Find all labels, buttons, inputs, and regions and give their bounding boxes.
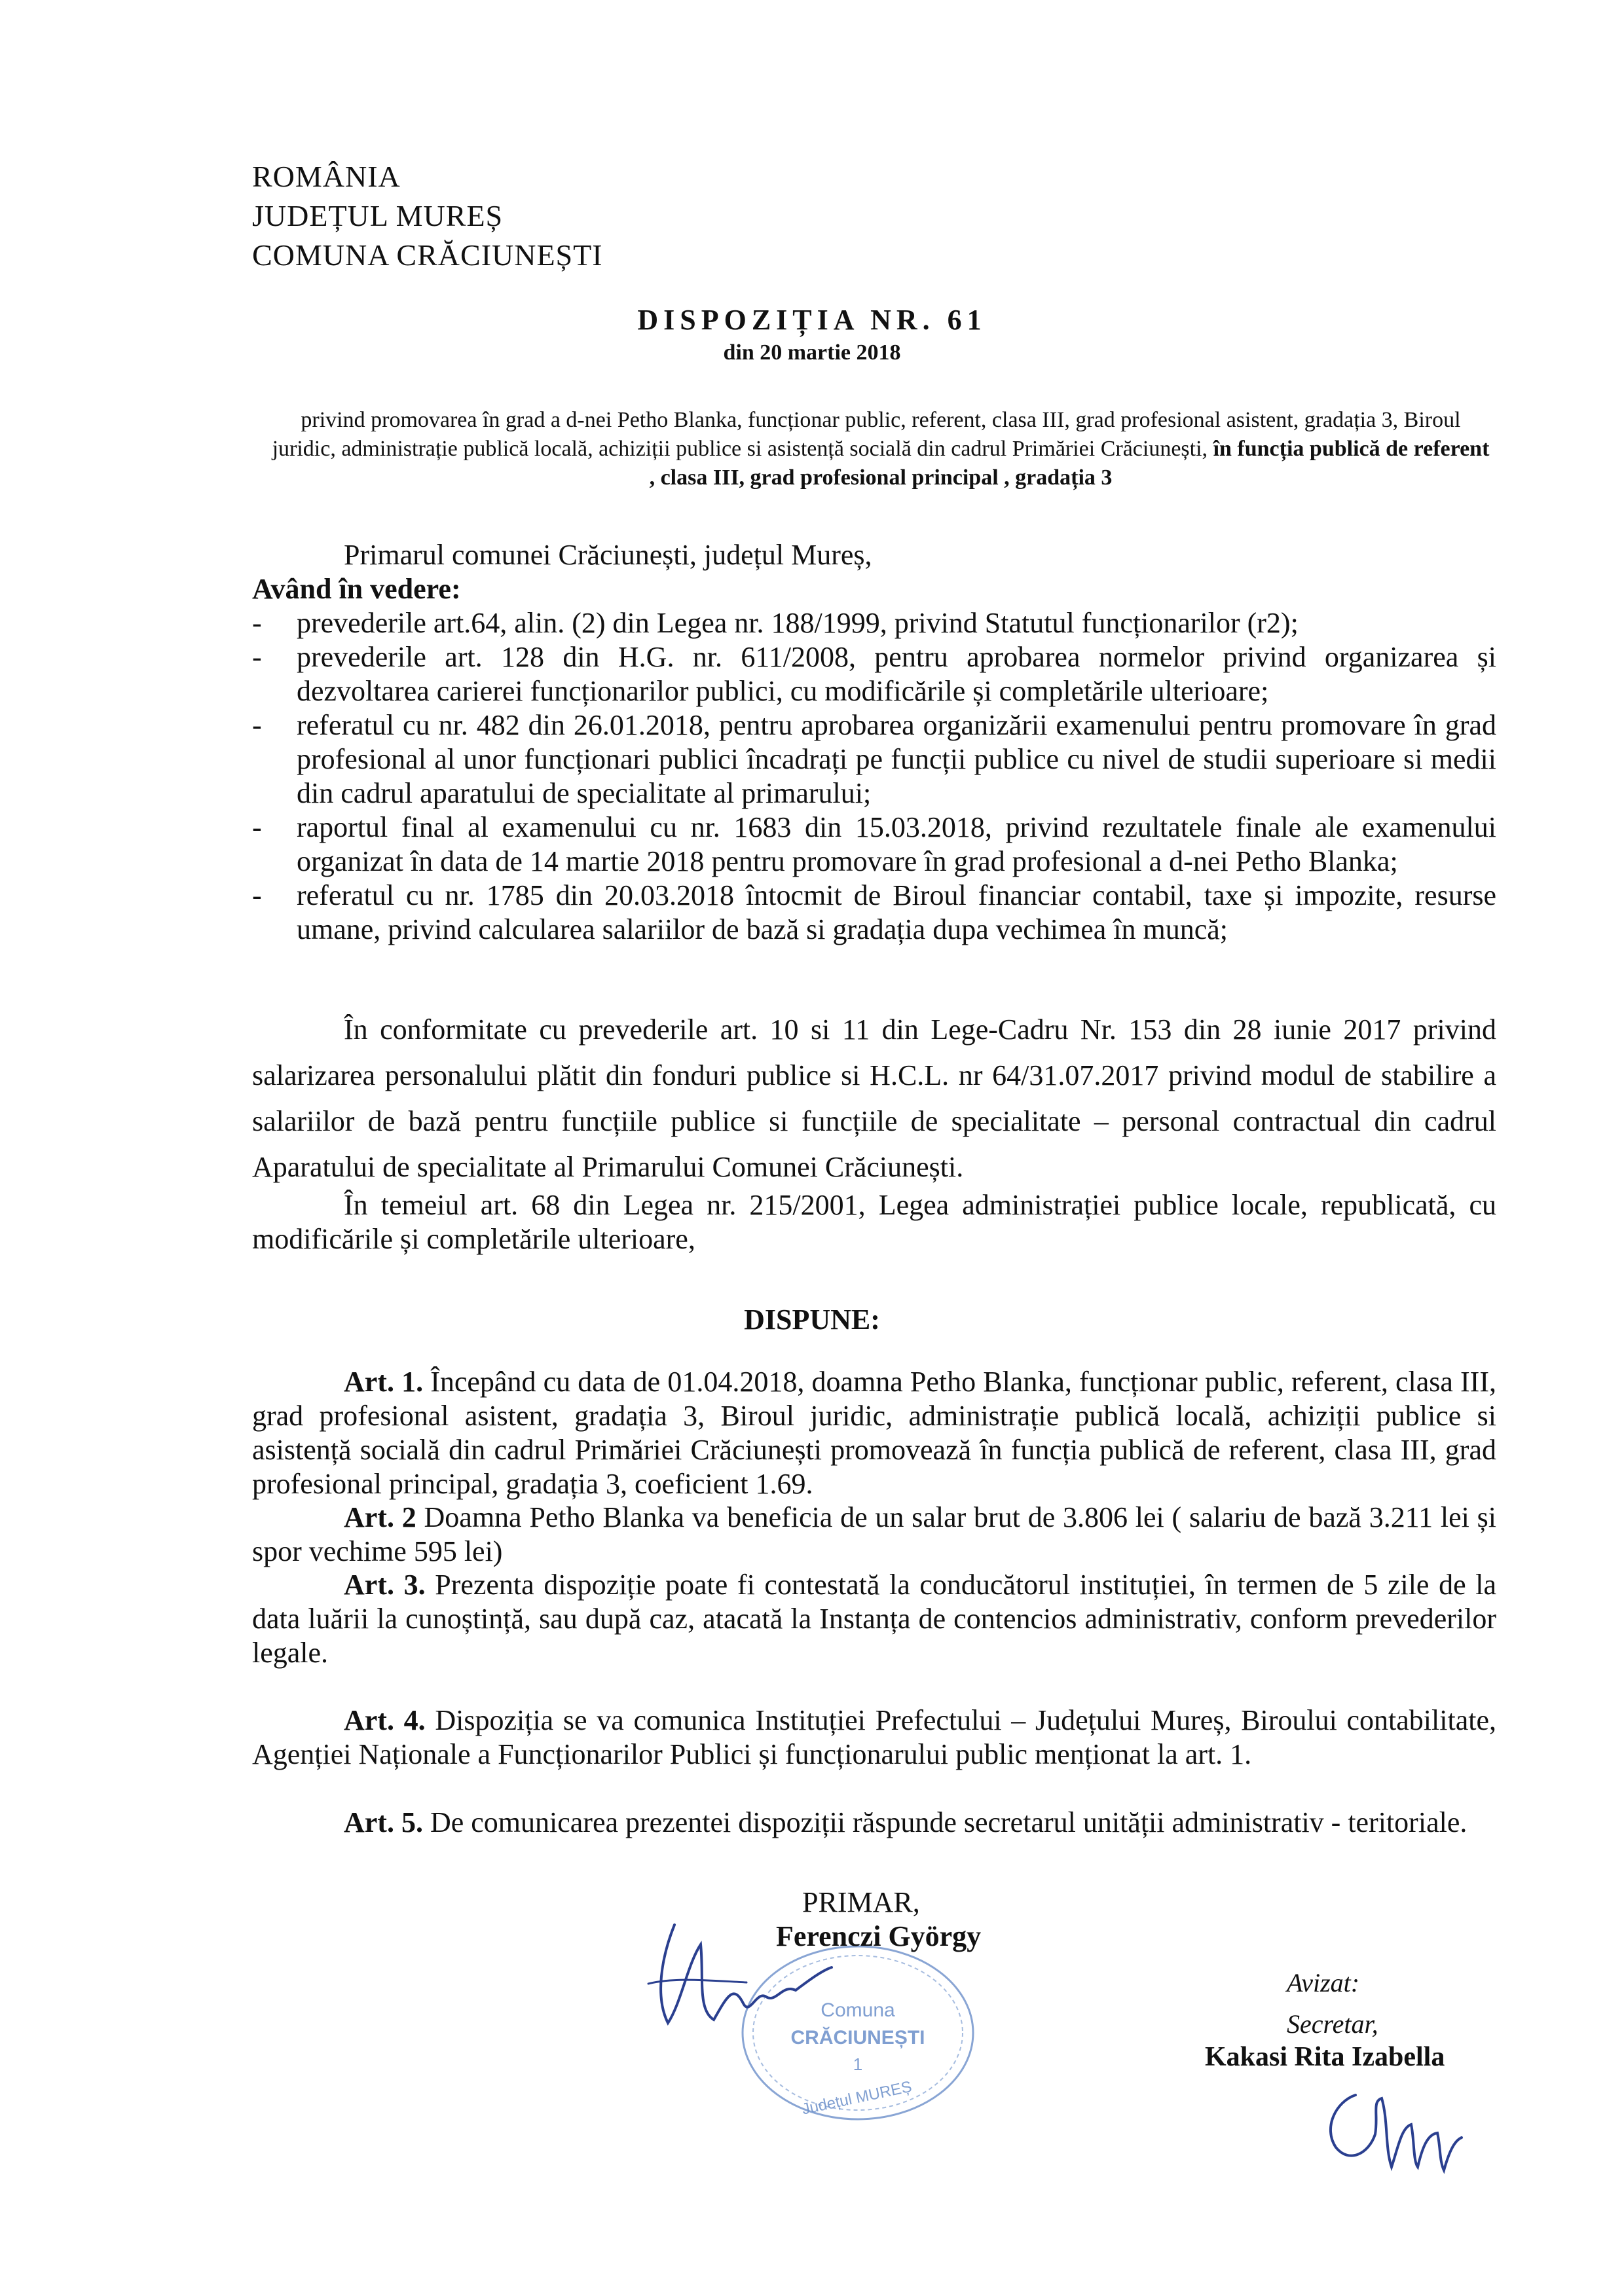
article-4 xyxy=(252,1704,1496,1772)
institution-header xyxy=(252,157,603,275)
header-country: ROMÂNIA xyxy=(252,160,401,193)
article-label: Art. 5. xyxy=(344,1806,423,1838)
article-text: Dispoziția se va comunica Instituției Prefectului – Județului Mureș, Biroului contabilitate, Agenției Naționale a Funcționarilor Publici și funcționarului public menționat la art. 1. xyxy=(252,1704,1496,1770)
list-dash: - xyxy=(252,641,262,673)
consideration-text: prevederile art. 128 din H.G. nr. 611/2008, pentru aprobarea normelor privind organizarea și dezvoltarea carierei funcționarilor publici, cu modificările și completările ulterioare; xyxy=(297,641,1496,707)
list-dash: - xyxy=(252,811,262,843)
article-label: Art. 1. xyxy=(344,1366,424,1398)
list-dash: - xyxy=(252,709,262,741)
article-text: Doamna Petho Blanka va beneficia de un salar brut de 3.806 lei ( salariu de bază 3.211 lei și spor vechime 595 lei) xyxy=(252,1501,1496,1567)
document-subject xyxy=(268,406,1493,492)
considerations-list xyxy=(252,606,1496,947)
article-1 xyxy=(252,1365,1496,1501)
consideration-item xyxy=(252,879,1496,947)
article-3 xyxy=(252,1568,1496,1670)
article-label: Art. 2 xyxy=(344,1501,416,1533)
consideration-text: referatul cu nr. 1785 din 20.03.2018 întocmit de Biroul financiar contabil, taxe și impozite, resurse umane, privind calcularea salariilor de bază si gradația dupa vechimea în muncă; xyxy=(297,879,1496,945)
endorsed-label: Avizat: xyxy=(1287,1968,1360,1997)
article-text: Prezenta dispoziție poate fi contestată la conducătorul instituției, în termen de 5 zile de la data luării la cunoștință, sau după caz, atacată la Instanța de contencios administrativ, conform prevederilor legale. xyxy=(252,1569,1496,1669)
legal-basis-paragraph: În temeiul art. 68 din Legea nr. 215/2001, Legea administrației publice locale, republicată, cu modificările și completările ulterioare, xyxy=(252,1189,1496,1255)
consideration-item xyxy=(252,811,1496,879)
conformity-paragraph: În conformitate cu prevederile art. 10 si 11 din Lege-Cadru Nr. 153 din 28 iunie 2017 privind salarizarea personalului plătit din fonduri publice si H.C.L. nr 64/31.07.2017 privind modul de stabilire a salariilor de bază pentru funcțiile publice si funcțiile de specialitate – personal contractual din cadrul Aparatului de specialitate al Primarului Comunei Crăciunești. xyxy=(252,1013,1496,1183)
consideration-item xyxy=(252,708,1496,811)
header-commune: COMUNA CRĂCIUNEȘTI xyxy=(252,238,603,272)
consideration-item xyxy=(252,640,1496,708)
considering-heading: Având în vedere: xyxy=(252,573,461,605)
article-label: Art. 4. xyxy=(344,1704,426,1736)
article-label: Art. 3. xyxy=(344,1569,426,1601)
svg-text:1: 1 xyxy=(853,2054,863,2074)
article-text: Începând cu data de 01.04.2018, doamna Petho Blanka, funcționar public, referent, clasa III, grad profesional asistent, gradația 3, Biroul juridic, administrație publică locală, achiziții publice si asistență socială din cadrul Primăriei Crăciunești promovează în funcția publică de referent, clasa III, grad profesional principal, gradația 3, coeficient 1.69. xyxy=(252,1366,1496,1500)
list-dash: - xyxy=(252,879,262,911)
document-date: din 20 martie 2018 xyxy=(723,340,901,365)
consideration-text: raportul final al examenului cu nr. 1683 din 15.03.2018, privind rezultatele finale ale examenului organizat în data de 14 martie 2018 pentru promovare în grad profesional a d-nei Petho Blanka; xyxy=(297,811,1496,877)
svg-text:Comuna: Comuna xyxy=(821,1999,895,2021)
subject-bold-text: în funcția publică de referent , clasa III, grad profesional principal , gradația 3 xyxy=(649,437,1490,490)
dispune-heading: DISPUNE: xyxy=(744,1303,880,1336)
mayor-title: PRIMAR, xyxy=(802,1886,920,1918)
article-5 xyxy=(252,1806,1496,1840)
article-2 xyxy=(252,1501,1496,1569)
consideration-item xyxy=(252,606,1496,640)
subject-text: privind promovarea în grad a d-nei Petho Blanka, funcționar public, referent, clasa III, grad profesional asistent, gradația 3, Biroul juridic, administrație publică locală, achiziții publice si asistență socială din cadrul Primăriei Crăciunești, xyxy=(272,408,1461,461)
document-title: DISPOZIȚIA NR. 61 xyxy=(637,304,987,336)
secretary-name: Kakasi Rita Izabella xyxy=(1205,2042,1445,2072)
mayor-name: Ferenczi György xyxy=(776,1920,982,1952)
header-county: JUDEȚUL MUREȘ xyxy=(252,199,504,232)
intro-line: Primarul comunei Crăciunești, județul Mureș, xyxy=(344,539,872,571)
svg-text:CRĂCIUNEȘTI: CRĂCIUNEȘTI xyxy=(790,2027,925,2049)
consideration-text: referatul cu nr. 482 din 26.01.2018, pentru aprobarea organizării examenului pentru promovare în grad profesional al unor funcționari publici încadrați pe funcții publice cu nivel de studii superioare si medii din cadrul aparatului de specialitate al primarului; xyxy=(297,709,1496,809)
article-text: De comunicarea prezentei dispoziții răspunde secretarul unității administrativ - teritoriale. xyxy=(422,1806,1467,1838)
svg-text:Județul MUREȘ: Județul MUREȘ xyxy=(800,2077,913,2119)
secretary-signature xyxy=(1310,2075,1467,2187)
list-dash: - xyxy=(252,607,262,639)
secretary-role: Secretar, xyxy=(1287,2009,1378,2039)
consideration-text: prevederile art.64, alin. (2) din Legea nr. 188/1999, privind Statutul funcționarilor (r2); xyxy=(297,607,1299,639)
